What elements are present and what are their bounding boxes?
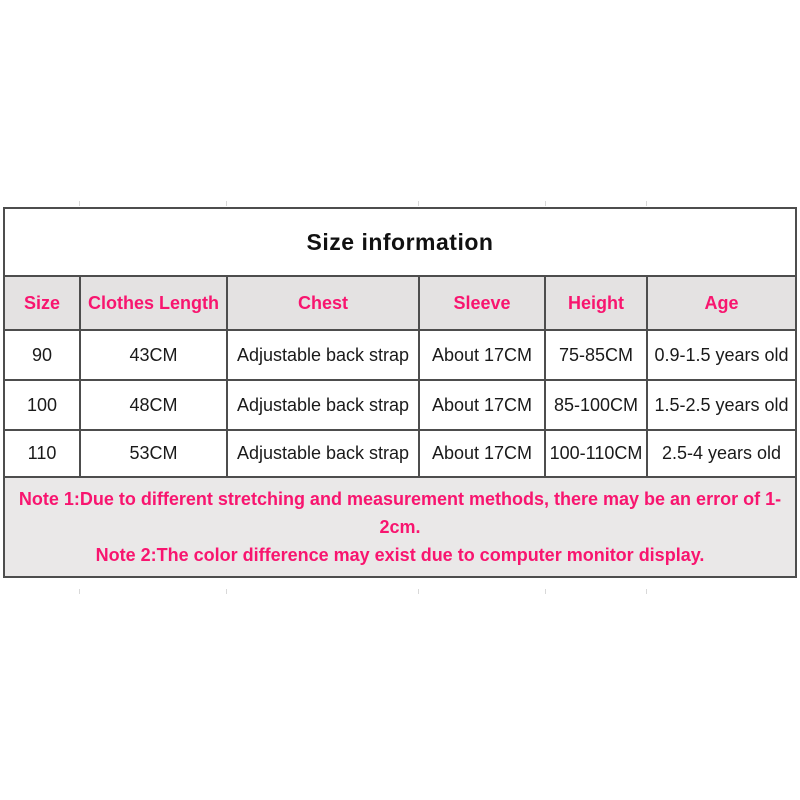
column-header-size: Size <box>4 276 80 330</box>
size-table <box>3 207 797 578</box>
cell-sleeve: About 17CM <box>419 330 545 380</box>
cell-height: 75-85CM <box>545 330 647 380</box>
column-header-clothes-length: Clothes Length <box>80 276 227 330</box>
table-row-size-100 <box>4 380 796 430</box>
cell-chest: Adjustable back strap <box>227 330 419 380</box>
column-edge-tick <box>79 589 80 594</box>
cell-sleeve: About 17CM <box>419 380 545 430</box>
notes-row <box>4 477 796 577</box>
cell-clothes-length: 53CM <box>80 430 227 477</box>
column-edge-tick <box>545 589 546 594</box>
note-2: Note 2:The color difference may exist due to computer monitor display. <box>95 545 705 565</box>
column-edge-tick <box>418 201 419 206</box>
cell-size: 110 <box>4 430 80 477</box>
cell-age: 0.9-1.5 years old <box>647 330 796 380</box>
column-edge-tick <box>545 201 546 206</box>
size-information-table <box>3 207 797 578</box>
cell-height: 100-110CM <box>545 430 647 477</box>
column-edge-tick <box>646 201 647 206</box>
title-row <box>4 208 796 276</box>
table-row-size-110 <box>4 430 796 477</box>
column-edge-tick <box>79 201 80 206</box>
column-header-height: Height <box>545 276 647 330</box>
cell-clothes-length: 48CM <box>80 380 227 430</box>
table-title: Size information <box>4 208 796 276</box>
column-edge-tick <box>226 589 227 594</box>
notes-section <box>4 477 796 577</box>
column-header-chest: Chest <box>227 276 419 330</box>
header-row <box>4 276 796 330</box>
column-header-age: Age <box>647 276 796 330</box>
cell-height: 85-100CM <box>545 380 647 430</box>
note-1: Note 1:Due to different stretching and measurement methods, there may be an error of 1-2cm. <box>18 489 782 537</box>
table-row-size-90 <box>4 330 796 380</box>
cell-size: 100 <box>4 380 80 430</box>
column-edge-tick <box>226 201 227 206</box>
cell-age: 1.5-2.5 years old <box>647 380 796 430</box>
cell-age: 2.5-4 years old <box>647 430 796 477</box>
column-edge-tick <box>646 589 647 594</box>
cell-chest: Adjustable back strap <box>227 430 419 477</box>
cell-size: 90 <box>4 330 80 380</box>
cell-chest: Adjustable back strap <box>227 380 419 430</box>
cell-sleeve: About 17CM <box>419 430 545 477</box>
column-header-sleeve: Sleeve <box>419 276 545 330</box>
cell-clothes-length: 43CM <box>80 330 227 380</box>
column-edge-tick <box>418 589 419 594</box>
